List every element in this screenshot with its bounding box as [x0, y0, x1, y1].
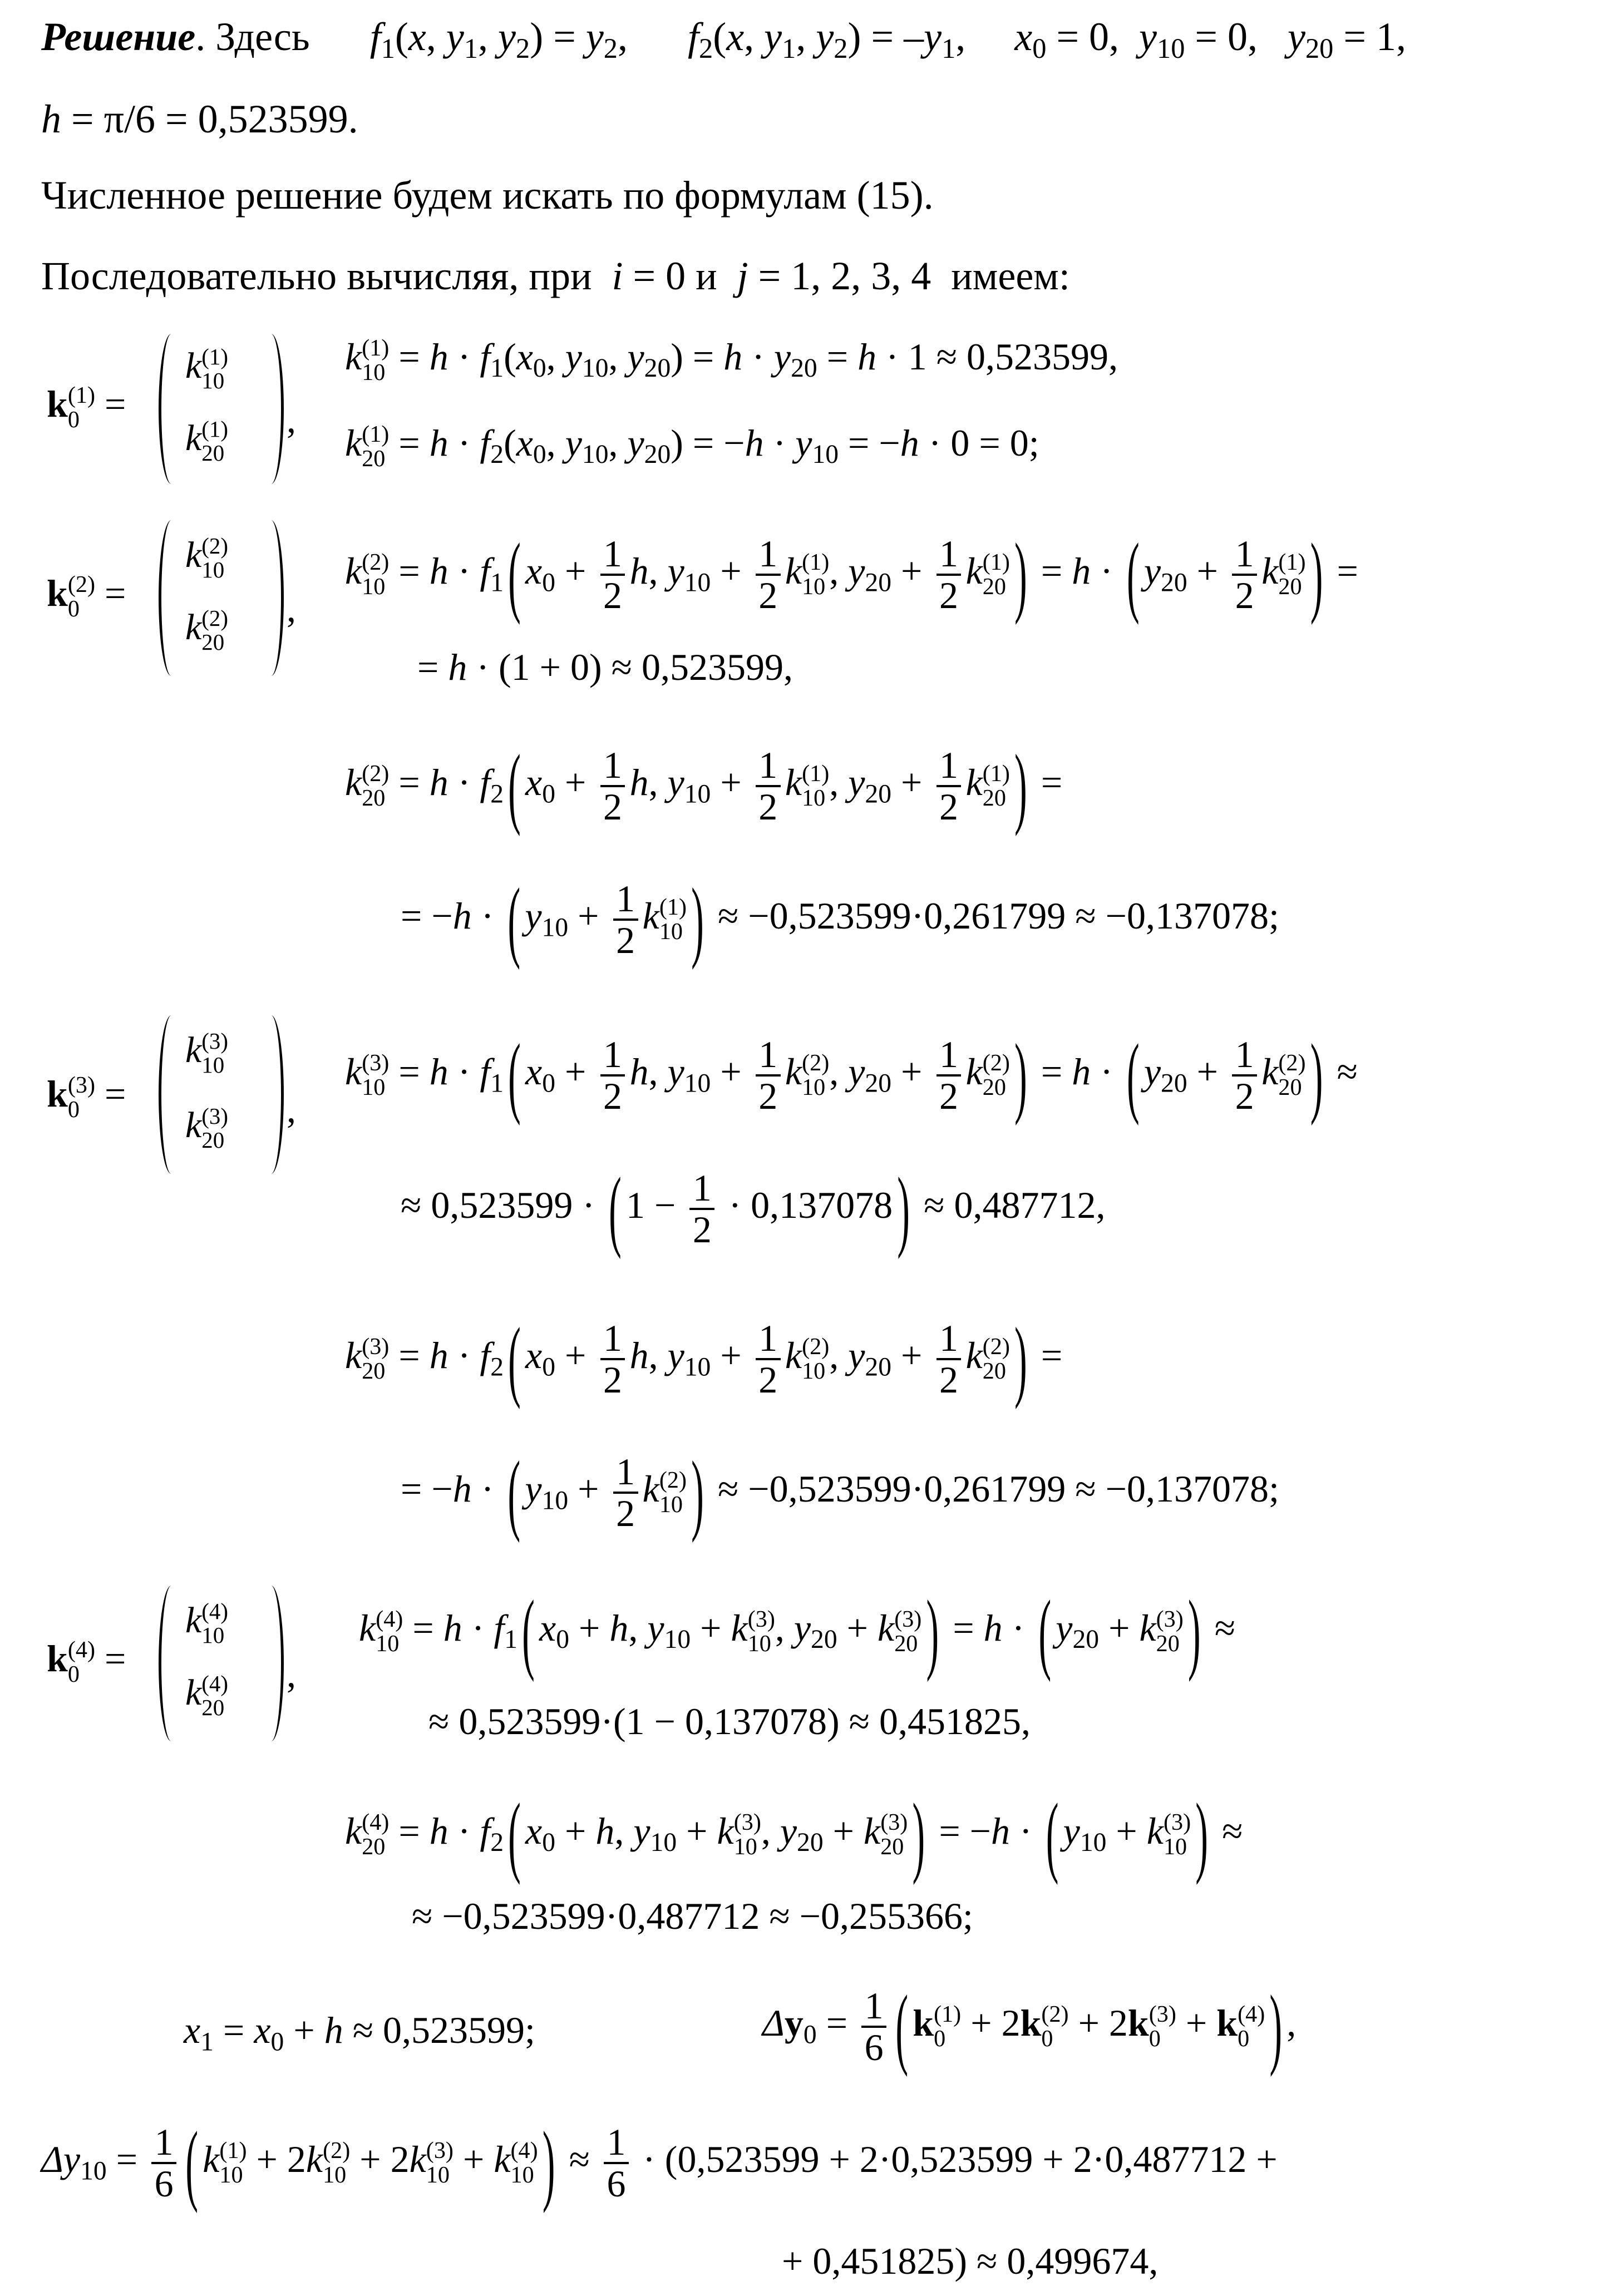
- k10-2-value: 0,523599: [641, 646, 783, 688]
- k20-4-value: 0,255366: [821, 1895, 963, 1937]
- intro-here: . Здесь: [195, 14, 310, 59]
- sequence-sentence: Последовательно вычисляя, при i = 0 и j = 1, 2, 3, 4 имеем:: [41, 254, 1070, 298]
- k10-3-value: 0,487712: [954, 1184, 1096, 1226]
- solution-label: Решение: [41, 14, 196, 59]
- k0-3-vector: k (3) 10 k (3) 20: [159, 1015, 284, 1174]
- method-sentence: Численное решение будем искать по формулам (15).: [41, 173, 934, 218]
- delta-y0-equation: $\Delta y_0$ = $\frac{1}{6}$ ( k (1) 0 + 2k (2) 0 + 2k (3) 0 + k (4) 0 ) ,: [762, 1976, 1297, 2078]
- k10-1-equation: k (1) 10 = $h \cdot f_1(x_0$, $y_{10}$, $y_{20}) = h \cdot y_{20} = h \cdot 1 \approx 0,523599$,: [345, 335, 1118, 386]
- k20-4-result: ≈ −0,523599·0,487712 ≈ −0,255366;: [412, 1895, 973, 1937]
- delta-y10-result: + 0,451825) ≈ 0,499674,: [782, 2240, 1159, 2282]
- k10-3-equation: k (3) 10 = $h \cdot f_1$ ( $x_0$ + $\frac{1}{2}$ h, $y_{10}$ + $\frac{1}{2}$ k (2) 10 , $y_{20}$ + $\frac{1}{2}$ k (2) 20 ) = h · ( $y_{20}$ + $\frac{1}{2}$ k (2) 20 ) ≈: [345, 1025, 1358, 1127]
- k0-3-vector-label: k (3) 0 =: [47, 1072, 126, 1123]
- k0-1-vector: k (1) 10 k (1) 20: [159, 334, 284, 484]
- initial-conditions: $x_0 = 0$, $y_{10} = 0$, $y_{20} = 1$,: [1014, 14, 1406, 65]
- k20-3-value: 0,137078: [1126, 1468, 1269, 1510]
- x1-equation: $x_1 = x_0 + h \approx 0,523599$;: [184, 2009, 535, 2057]
- k20-1-equation: k (1) 20 = $h \cdot f_2(x_0$, $y_{10}$, $y_{20}) = -h \cdot y_{10} = -h \cdot 0 = 0$;: [345, 421, 1039, 472]
- k20-2-equation: k (2) 20 = $h \cdot f_2$ ( $x_0$ + $\frac{1}{2}$ h, $y_{10}$ + $\frac{1}{2}$ k (1) 10 , $y_{20}$ + $\frac{1}{2}$ k (1) 20 ) =: [345, 735, 1063, 837]
- k10-2-equation: k (2) 10 = $h \cdot f_1$ ( $x_0$ + $\frac{1}{2}$ h, $y_{10}$ + $\frac{1}{2}$ k (1) 10 , $y_{20}$ + $\frac{1}{2}$ k (1) 20 ) = h · ( $y_{20}$ + $\frac{1}{2}$ k (1) 20 ) =: [345, 524, 1358, 626]
- x1-value: 0,523599: [383, 2009, 525, 2051]
- k10-2-result: = h · (1 + 0) ≈ 0,523599,: [417, 646, 793, 688]
- k20-1-value: 0: [1009, 421, 1029, 464]
- k20-3-equation: k (3) 20 = $h \cdot f_2$ ( $x_0$ + $\frac{1}{2}$ h, $y_{10}$ + $\frac{1}{2}$ k (2) 10 , $y_{20}$ + $\frac{1}{2}$ k (2) 20 ) =: [345, 1309, 1063, 1410]
- f1-definition: $f_1(x$, $y_1$, $y_2) = y_2$,: [369, 14, 628, 65]
- k10-4-value: 0,451825: [879, 1700, 1021, 1742]
- k0-2-vector-label: k (2) 0 =: [47, 571, 126, 623]
- k20-2-result: = −h · ( $y_{10}$ + $\frac{1}{2}$ k (1) 10 ) ≈ −0,523599·0,261799 ≈ −0,137078;: [401, 869, 1279, 971]
- delta-y10-equation: $\Delta y_{10}$ = $\frac{1}{6}$ ( k (1) 10 + 2k (2) 10 + 2k (3) 10 + k (4) 10 ) ≈ $\frac{1}{6}$ · (0,523599 + 2·0,523599 + 2·0,487712 +: [41, 2112, 1278, 2214]
- h-value: 0,523599: [198, 97, 348, 141]
- k10-4-equation: k (4) 10 = $h \cdot f_1$ ( $x_0 + h$, $y_{10} + k$ (3) 10 , $y_{20} + k$ (3) 20 ) = h · ( $y_{20} + k$ (3) 20 ) ≈: [359, 1581, 1236, 1683]
- k0-2-vector: k (2) 10 k (2) 20: [159, 520, 284, 676]
- k0-4-vector-label: k (4) 0 =: [47, 1637, 126, 1688]
- k0-1-vector-label: k (1) 0 =: [47, 382, 126, 433]
- intro-line: [41, 14, 1406, 65]
- k0-4-vector: k (4) 10 k (4) 20: [159, 1586, 284, 1741]
- f2-definition: $f_2(x$, $y_1$, $y_2) = -y_1$,: [687, 14, 966, 65]
- k10-4-result: ≈ 0,523599·(1 − 0,137078) ≈ 0,451825,: [428, 1700, 1031, 1742]
- k20-2-value: 0,137078: [1126, 895, 1269, 937]
- step-size-line: h = π/6 = 0,523599.: [41, 97, 358, 141]
- k20-3-result: = −h · ( $y_{10}$ + $\frac{1}{2}$ k (2) 10 ) ≈ −0,523599·0,261799 ≈ −0,137078;: [401, 1442, 1279, 1544]
- document-page: Решение. Здесь $f_1(x$, $y_1$, $y_2) = y_2$, $f_2(x$, $y_1$, $y_2) = -y_1$, $x_0 = 0$, $y_{10} = 0$, $y_{20} = 1$, h = π/6 = 0,523599. Численное решение будем искать по формулам (15). Последовательно вычисляя, при i = 0 и j = 1, 2, 3, 4 имеем: k (1) 0 = k (1) 10 k (1) 20 , k (1) 10 = $h \cdot f_1(x_0$, $y_{10}$, $y_{20}) = h \cdot y_{20} = h \cdot 1 \approx 0,523599$, k (1) 20 = $h \cdot f_2(x_0$, $y_{10}$, $y_{20}) = -h \cdot y_{10} = -h \cdot 0 = 0$; k (2) 0 = k (2) 10 k (2) 20 , k (2) 10 = $h \cdot f_1$ ( $x_0$ + $\frac{1}{2}$ h, $y_{10}$ + $\frac{1}{2}$ k (1) 10 , $y_{20}$ + $\frac{1}{2}$ k (1) 20 ) = h · ( $y_{20}$ + $\frac{1}{2}$ k (1) 20 ) = = h · (1 + 0) ≈ 0,523599, k (2) 20 = $h \cdot f_2$ ( $x_0$ + $\frac{1}{2}$ h, $y_{10}$ + $\frac{1}{2}$ k (1) 10 , $y_{20}$ + $\frac{1}{2}$ k (1) 20 ) = = −h · ( $y_{10}$ + $\frac{1}{2}$ k (1) 10 ) ≈ −0,523599·0,261799 ≈ −0,137078; k (3) 0 = k (3) 10 k (3) 20 , k (3) 10 = $h \cdot f_1$ ( $x_0$ + $\frac{1}{2}$ h, $y_{10}$ + $\frac{1}{2}$ k (2) 10 , $y_{20}$ + $\frac{1}{2}$ k (2) 20 ) = h · ( $y_{20}$ + $\frac{1}{2}$ k (2) 20 ) ≈ ≈ 0,523599 · ( 1 − $\frac{1}{2}$ · 0,137078 ) ≈ 0,487712, k (3) 20 = $h \cdot f_2$ ( $x_0$ + $\frac{1}{2}$ h, $y_{10}$ + $\frac{1}{2}$ k (2) 10 , $y_{20}$ + $\frac{1}{2}$ k (2) 20 ) = = −h · ( $y_{10}$ + $\frac{1}{2}$ k (2) 10 ) ≈ −0,523599·0,261799 ≈ −0,137078; k (4) 0 = k (4) 10 k (4) 20 , k (4) 10 = $h \cdot f_1$ ( $x_0 + h$, $y_{10} + k$ (3) 10 , $y_{20} + k$ (3) 20 ) = h · ( $y_{20} + k$ (3) 20 ) ≈ ≈ 0,523599·(1 − 0,137078) ≈ 0,451825, k (4) 20 = $h \cdot f_2$ ( $x_0 + h$, $y_{10} + k$ (3) 10 , $y_{20} + k$ (3) 20 ) = −h · ( $y_{10} + k$ (3) 10 ) ≈ ≈ −0,523599·0,487712 ≈ −0,255366; $x_1 = x_0 + h \approx 0,523599$; $\Delta y_0$ = $\frac{1}{6}$ ( k (1) 0 + 2k (2) 0 + 2k (3) 0 + k (4) 0 ) , $\Delta y_{10}$ = $\frac{1}{6}$ ( k (1) 10 + 2k (2) 10 + 2k (3) 10 + k (4) 10 ) ≈ $\frac{1}{6}$ · (0,523599 + 2·0,523599 + 2·0,487712 + + 0,451825) ≈ 0,499674,: [41, 14, 1406, 2282]
- k20-4-equation: k (4) 20 = $h \cdot f_2$ ( $x_0 + h$, $y_{10} + k$ (3) 10 , $y_{20} + k$ (3) 20 ) = −h · ( $y_{10} + k$ (3) 10 ) ≈: [345, 1784, 1243, 1886]
- k10-3-result: ≈ 0,523599 · ( 1 − $\frac{1}{2}$ · 0,137078 ) ≈ 0,487712,: [401, 1158, 1106, 1260]
- delta-y10-value: 0,499674: [1007, 2240, 1149, 2282]
- k10-1-value: 0,523599: [967, 335, 1109, 378]
